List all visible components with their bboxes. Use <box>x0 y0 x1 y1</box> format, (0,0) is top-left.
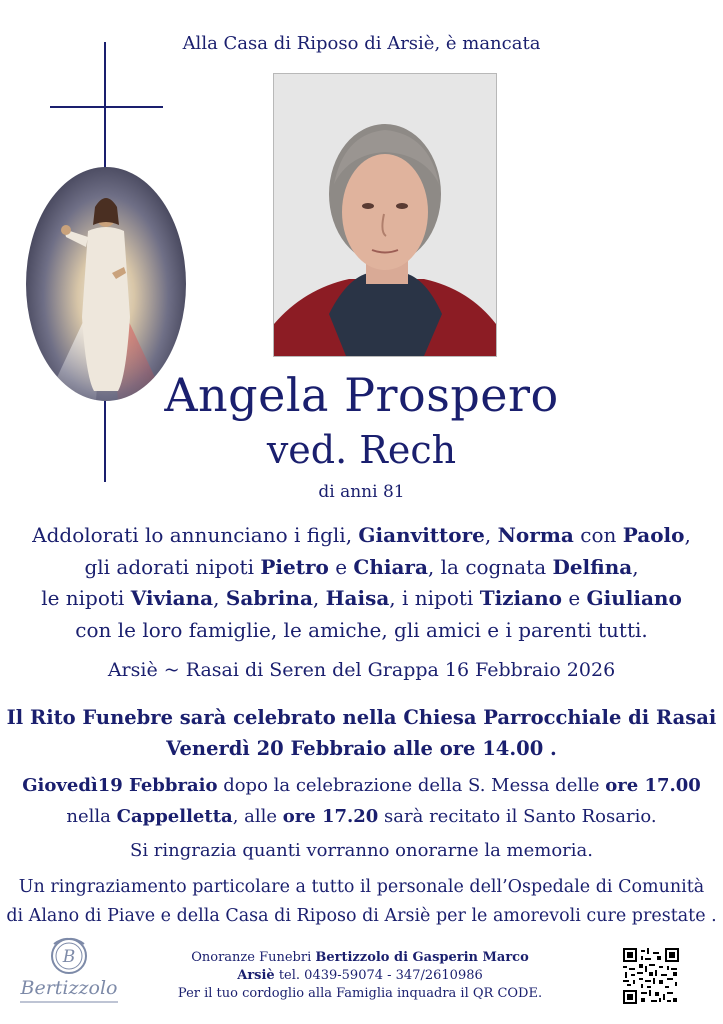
name-gianvittore: Gianvittore <box>358 523 485 547</box>
footer-line-1 <box>150 949 570 967</box>
announcement-line-1 <box>0 520 723 552</box>
name-viviana: Viviana <box>130 586 214 610</box>
text: dopo la celebrazione della S. Messa delle <box>217 775 606 796</box>
text: con <box>573 523 623 547</box>
deceased-name: Angela Prospero <box>164 368 559 422</box>
place-date: Arsiè ~ Rasai di Seren del Grappa 16 Febbraio 2026 <box>107 659 616 681</box>
cross-arm <box>50 106 163 108</box>
name-tiziano: Tiziano <box>479 586 562 610</box>
rosary-date: Giovedì19 Febbraio <box>22 775 218 796</box>
rosary-place: Cappelletta <box>116 806 233 827</box>
text: sarà recitato il Santo Rosario. <box>378 806 657 827</box>
announcement <box>0 520 723 646</box>
text: , <box>484 523 498 547</box>
funeral-line-2: Venerdì 20 Febbraio alle ore 14.00 . <box>166 737 557 760</box>
name-giuliano: Giuliano <box>586 586 682 610</box>
text: , <box>684 523 691 547</box>
text: e <box>561 586 587 610</box>
mass-time: ore 17.00 <box>605 775 701 796</box>
portrait-photo <box>273 73 497 357</box>
deceased-widow-of: ved. Rech <box>266 428 457 472</box>
name-delfina: Delfina <box>552 554 633 579</box>
name-paolo: Paolo <box>622 523 685 547</box>
name-haisa: Haisa <box>325 586 390 610</box>
divine-mercy-image <box>26 167 186 401</box>
special-thanks-line-1: Un ringraziamento particolare a tutto il personale dell’Ospedale di Comunità <box>18 877 705 897</box>
name-sabrina: Sabrina <box>225 586 313 610</box>
funeral-line-1: Il Rito Funebre sarà celebrato nella Chiesa Parrocchiale di Rasai <box>6 706 717 729</box>
text: le nipoti <box>41 586 131 610</box>
text: , <box>213 586 226 610</box>
name-pietro: Pietro <box>260 554 329 579</box>
thanks-text: Si ringrazia quanti vorranno onorarne la memoria. <box>130 840 593 861</box>
bertizzolo-logo-icon <box>14 936 124 1014</box>
logo-monogram: B <box>62 947 76 967</box>
text: Addolorati lo annunciano i figli, <box>32 523 359 547</box>
company-town: Arsiè <box>237 968 275 983</box>
footer-line-2 <box>150 967 570 985</box>
footer <box>150 949 570 1003</box>
header-text: Alla Casa di Riposo di Arsiè, è mancata <box>182 33 541 54</box>
text: nella <box>66 806 117 827</box>
deceased-age: di anni 81 <box>318 482 405 502</box>
text: , <box>632 554 639 579</box>
rosary-line-2 <box>0 801 723 832</box>
rosary-time: ore 17.20 <box>282 806 379 827</box>
special-thanks-line-2: di Alano di Piave e della Casa di Riposo di Arsiè per le amorevoli cure prestate . <box>6 906 717 926</box>
logo-brand: Bertizzolo <box>20 977 118 999</box>
text: gli adorati nipoti <box>84 554 261 579</box>
special-thanks <box>0 873 723 931</box>
qr-code-icon[interactable] <box>623 948 679 1004</box>
text: e <box>328 554 354 579</box>
name-norma: Norma <box>497 523 574 547</box>
announcement-line-3 <box>0 583 723 615</box>
phone-numbers: tel. 0439-59074 - 347/2610986 <box>274 968 483 983</box>
text: , i nipoti <box>389 586 480 610</box>
rosary-info <box>0 770 723 832</box>
company-name: Bertizzolo di Gasperin Marco <box>315 950 529 965</box>
text: , la cognata <box>427 554 553 579</box>
announcement-line-4: con le loro famiglie, le amiche, gli amici e i parenti tutti. <box>75 617 648 642</box>
text: , alle <box>232 806 283 827</box>
name-chiara: Chiara <box>353 554 428 579</box>
text: Onoranze Funebri <box>191 950 316 965</box>
announcement-line-2 <box>0 552 723 584</box>
funeral-info <box>0 702 723 764</box>
text: , <box>312 586 326 610</box>
footer-line-3: Per il tuo cordoglio alla Famiglia inquadra il QR CODE. <box>177 986 543 1001</box>
rosary-line-1 <box>0 770 723 801</box>
